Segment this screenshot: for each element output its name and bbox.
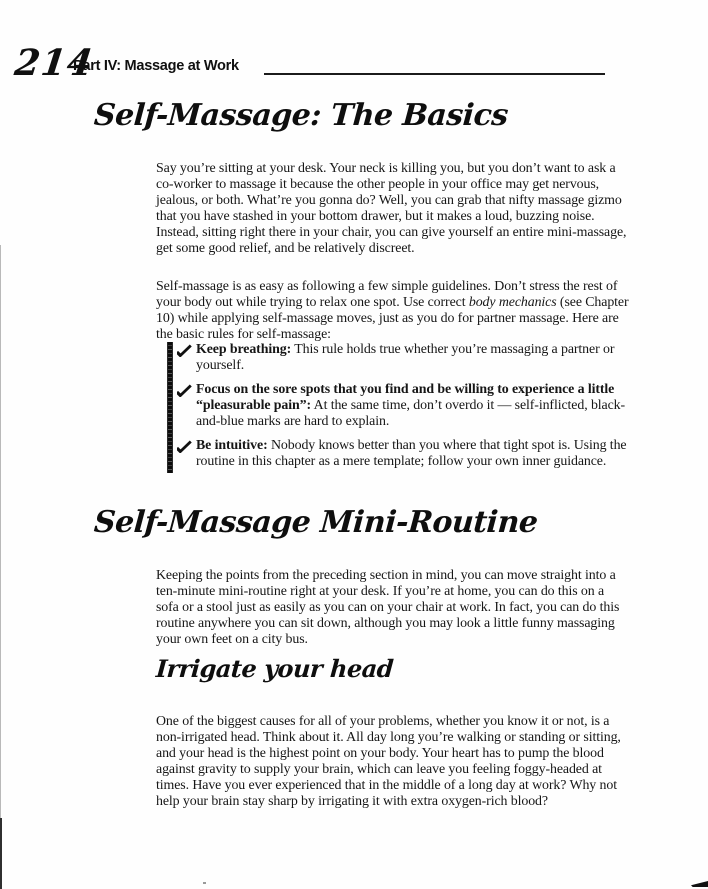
paragraph-mini-routine-1: Keeping the points from the preceding section in mind, you can move straight into a ten-minute mini-routine right at your desk. If you’re at home, you can do this on a sofa or a stool just as easily as you can on your chair at work. In fact, you can do this routine anywhere you can sit down, although you may look a little funny massaging your own feet on a city bus.: [156, 567, 620, 647]
section-heading-mini-routine: Self-Massage Mini-Routine: [92, 505, 539, 540]
header-rule-line: [264, 73, 605, 75]
rule-item-bold: Be intuitive:: [196, 438, 268, 453]
check-bullet-icon: [177, 384, 192, 397]
scan-edge-line: [0, 245, 1, 889]
check-bullet-icon: [177, 440, 192, 453]
rule-item-bold: Focus on the sore spots that you find and be willing to experience a little “pleasurable pain”:: [196, 382, 615, 413]
rule-item-focus-sore-spots: [177, 382, 629, 430]
scan-corner-mark: [691, 881, 708, 887]
running-head-title: Part IV: Massage at Work: [73, 57, 239, 74]
paragraph-irrigate-1: One of the biggest causes for all of your problems, whether you know it or not, is a non-irrigated head. Think about it. All day long you’re walking or standing or sitting, and your head is the highest point on your body. Your heart has to pump the blood against gravity to supply your brain, which can leave you feeling foggy-headed at times. Have you ever experienced that in the middle of a long day at work? Why not help your brain stay sharp by irrigating it with extra oxygen-rich blood?: [156, 713, 621, 809]
page-number: 214: [12, 42, 96, 84]
rule-item-be-intuitive: [177, 438, 629, 470]
rule-item-bold: Keep breathing:: [196, 342, 292, 357]
paragraph-basics-2-post: (see Chapter 10) while applying self-massage moves, just as you do for partner massage. Here are the basic rules for self-massage:: [156, 294, 629, 342]
paragraph-basics-2-pre: Self-massage is as easy as following a few simple guidelines. Don’t stress the rest of your body out while trying to relax one spot. Use correct: [156, 278, 618, 310]
paragraph-basics-2-italic: body mechanics: [468, 294, 557, 310]
rule-item-text: This rule holds true whether you’re massaging a partner or yourself.: [196, 342, 615, 373]
paragraph-basics-1: Say you’re sitting at your desk. Your neck is killing you, but you don’t want to ask a co-worker to massage it because the other people in your office may get nervous, jealous, or both. What’re you gonna do? Well, you can grab that nifty massage gizmo that you have stashed in your bottom drawer, but it makes a loud, buzzing noise. Instead, sitting right there in your chair, you can give yourself an entire mini-massage, get some good relief, and be relatively discreet.: [156, 160, 627, 256]
self-massage-rules-list: [177, 342, 629, 478]
paragraph-basics-2: [156, 279, 630, 343]
scan-stray-dot: [203, 882, 206, 884]
subsection-heading-irrigate: Irrigate your head: [155, 654, 395, 683]
check-bullet-icon: [177, 344, 192, 357]
section-heading-basics: Self-Massage: The Basics: [92, 98, 510, 133]
rule-item-keep-breathing: [177, 342, 629, 374]
rule-item-text: Nobody knows better than you where that tight spot is. Using the routine in this chapter as a mere template; follow your own inner guidance.: [196, 438, 627, 469]
scan-edge-line-dark: [0, 818, 2, 889]
rule-item-text: At the same time, don’t overdo it — self-inflicted, black-and-blue marks are hard to explain.: [196, 398, 626, 429]
list-accent-bar: [167, 342, 173, 473]
